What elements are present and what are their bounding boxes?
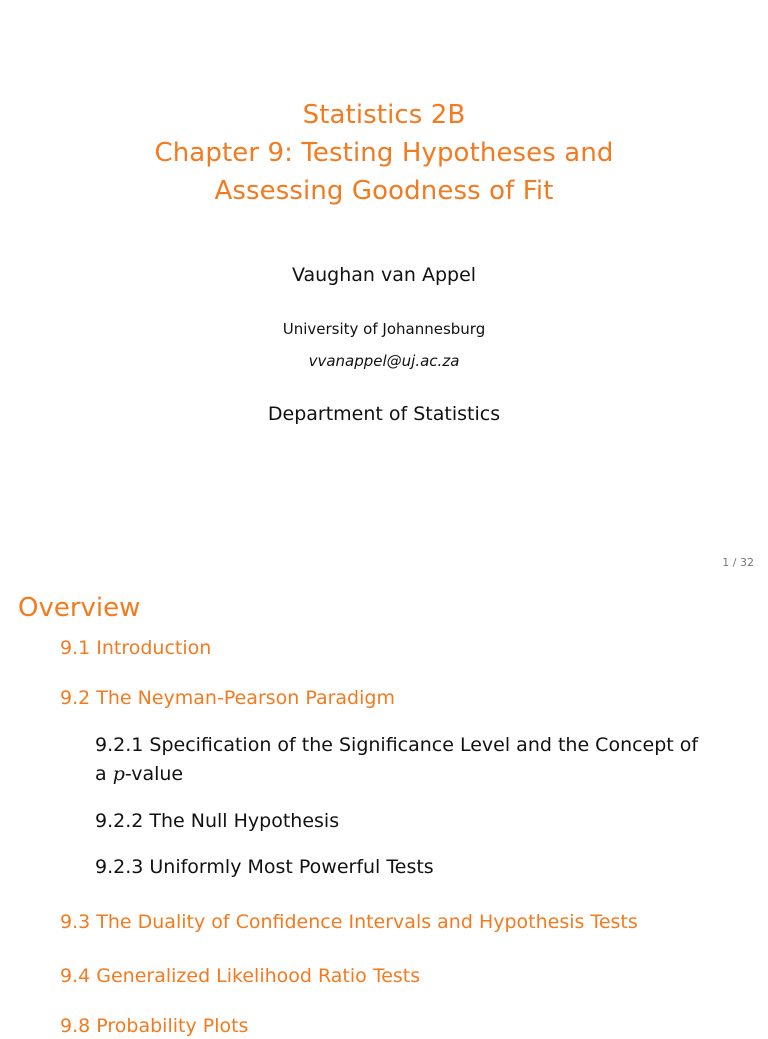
toc-subsection-9-2-1[interactable] xyxy=(95,731,735,789)
overview-heading: Overview xyxy=(18,593,141,623)
toc-subsection-9-2-1-line-1: 9.2.1 Specification of the Significance Level and the Concept of xyxy=(95,734,699,756)
slide-page-number: 1 / 32 xyxy=(722,556,754,569)
toc-subsection-9-2-1-prefix: a xyxy=(95,763,113,785)
toc-section-9-8[interactable]: 9.8 Probability Plots xyxy=(60,1015,249,1037)
department-name: Department of Statistics xyxy=(267,403,501,425)
course-title: Statistics 2B xyxy=(302,100,466,130)
chapter-title-line-2: Assessing Goodness of Fit xyxy=(214,176,554,206)
toc-section-9-2[interactable]: 9.2 The Neyman-Pearson Paradigm xyxy=(60,687,395,709)
author-email: vvanappel@uj.ac.za xyxy=(308,352,460,370)
toc-section-9-3[interactable]: 9.3 The Duality of Confidence Intervals and Hypothesis Tests xyxy=(60,911,638,933)
p-math-symbol: p xyxy=(112,763,125,785)
institute-name: University of Johannesburg xyxy=(282,320,486,338)
toc-section-9-1[interactable]: 9.1 Introduction xyxy=(60,637,212,659)
author-name: Vaughan van Appel xyxy=(291,264,477,286)
chapter-title-line-1: Chapter 9: Testing Hypotheses and xyxy=(154,138,614,168)
toc-section-9-4[interactable]: 9.4 Generalized Likelihood Ratio Tests xyxy=(60,965,421,987)
toc-subsection-9-2-1-suffix: -value xyxy=(124,763,184,785)
toc-subsection-9-2-3[interactable]: 9.2.3 Uniformly Most Powerful Tests xyxy=(95,856,434,878)
slide-title xyxy=(0,96,768,210)
toc-subsection-9-2-2[interactable]: 9.2.2 The Null Hypothesis xyxy=(95,810,340,832)
